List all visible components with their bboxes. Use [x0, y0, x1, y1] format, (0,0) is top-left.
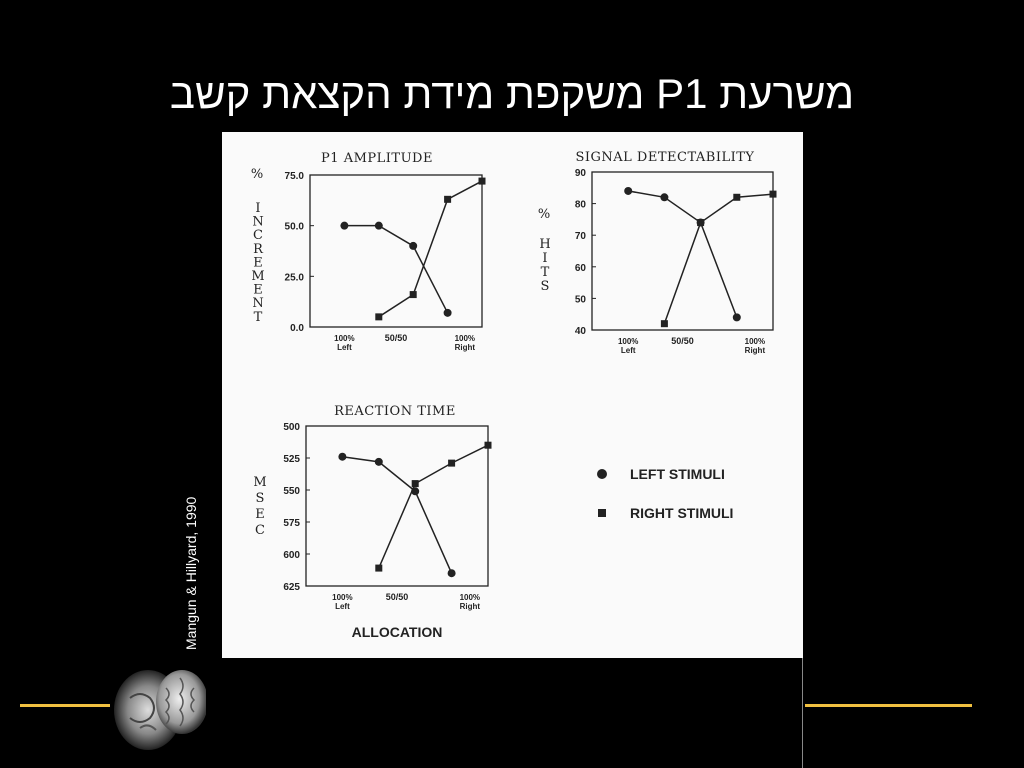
legend-label: LEFT STIMULI [630, 466, 725, 482]
y-tick-label: 75.0 [284, 171, 304, 182]
data-point-square [412, 480, 419, 487]
x-tick-label: 100% [617, 337, 639, 346]
x-axis-label: ALLOCATION [351, 624, 443, 640]
series-line [344, 226, 447, 313]
data-point-square [375, 313, 382, 320]
x-tick-label: 100% [332, 593, 353, 602]
y-tick-label: 575 [283, 518, 300, 529]
series-line [379, 181, 482, 317]
data-point-square [485, 442, 492, 449]
x-tick-label: 100% [459, 593, 481, 602]
data-point-circle [448, 569, 456, 577]
chart-3 [253, 404, 491, 640]
y-axis-unit: % [537, 207, 551, 222]
brain-scan-image [110, 658, 206, 754]
data-point-square [444, 196, 451, 203]
y-axis-label: I N C R E M E N T [251, 201, 265, 325]
y-tick-label: 90 [574, 168, 586, 179]
chart-2 [538, 150, 777, 355]
chart-title: REACTION TIME [334, 404, 456, 419]
x-tick-label: Right [459, 602, 481, 611]
accent-rule-right [805, 704, 972, 707]
y-axis-unit: % [250, 167, 264, 182]
data-point-square [410, 291, 417, 298]
data-point-square [697, 219, 704, 226]
y-tick-label: 500 [283, 422, 300, 433]
data-point-square [733, 194, 740, 201]
data-point-square [375, 565, 382, 572]
data-point-square [770, 191, 777, 198]
data-point-circle [444, 309, 452, 317]
y-tick-label: 70 [574, 231, 586, 243]
x-tick-label: 100% [744, 337, 766, 346]
data-point-square [479, 178, 486, 185]
legend-circle-marker [597, 469, 607, 479]
data-point-circle [660, 193, 668, 201]
series-line [664, 194, 773, 324]
series-line [342, 457, 451, 573]
x-tick-label: 50/50 [384, 333, 408, 343]
figure-panel [222, 132, 803, 658]
data-point-circle [340, 222, 348, 230]
series-line [379, 445, 488, 568]
data-point-circle [409, 242, 417, 250]
plot-frame [306, 426, 488, 586]
y-tick-label: 0.0 [290, 323, 304, 334]
chart-1 [251, 151, 486, 352]
x-tick-label: 50/50 [385, 592, 409, 602]
x-tick-label: Left [337, 343, 352, 352]
x-tick-label: Right [744, 346, 766, 355]
data-point-circle [733, 313, 741, 321]
data-point-circle [375, 222, 383, 230]
accent-rule-left [20, 704, 110, 707]
y-tick-label: 60 [574, 262, 586, 274]
data-point-square [448, 460, 455, 467]
y-tick-label: 600 [283, 550, 300, 561]
data-point-square [661, 320, 668, 327]
y-tick-label: 25.0 [284, 272, 304, 284]
x-tick-label: Right [454, 343, 476, 352]
y-tick-label: 625 [283, 582, 300, 593]
charts-figure [222, 132, 803, 658]
plot-frame [310, 175, 482, 327]
x-tick-label: Left [335, 602, 350, 611]
divider-line [802, 658, 803, 768]
legend [597, 466, 733, 521]
series-line [628, 191, 737, 317]
legend-square-marker [598, 509, 606, 517]
citation: Mangun & Hillyard, 1990 [183, 496, 199, 650]
data-point-circle [375, 458, 383, 466]
y-tick-label: 80 [574, 199, 586, 211]
x-tick-label: 100% [454, 334, 476, 343]
data-point-circle [338, 453, 346, 461]
chart-title: SIGNAL DETECTABILITY [575, 150, 755, 165]
data-point-circle [624, 187, 632, 195]
y-tick-label: 40 [574, 326, 586, 337]
x-tick-label: 50/50 [671, 336, 694, 346]
y-axis-label: H I T S [539, 237, 551, 294]
chart-title: P1 AMPLITUDE [321, 151, 433, 166]
legend-label: RIGHT STIMULI [630, 505, 734, 521]
plot-frame [592, 172, 773, 330]
x-tick-label: 100% [334, 334, 355, 343]
y-tick-label: 525 [283, 454, 300, 465]
y-tick-label: 550 [283, 486, 300, 497]
y-tick-label: 50 [574, 294, 586, 306]
x-tick-label: Left [620, 346, 636, 355]
y-axis-label: M S E C [253, 475, 267, 538]
y-tick-label: 50.0 [284, 221, 304, 233]
slide-title: משרעת P1 משקפת מידת הקצאת קשב [169, 70, 855, 117]
